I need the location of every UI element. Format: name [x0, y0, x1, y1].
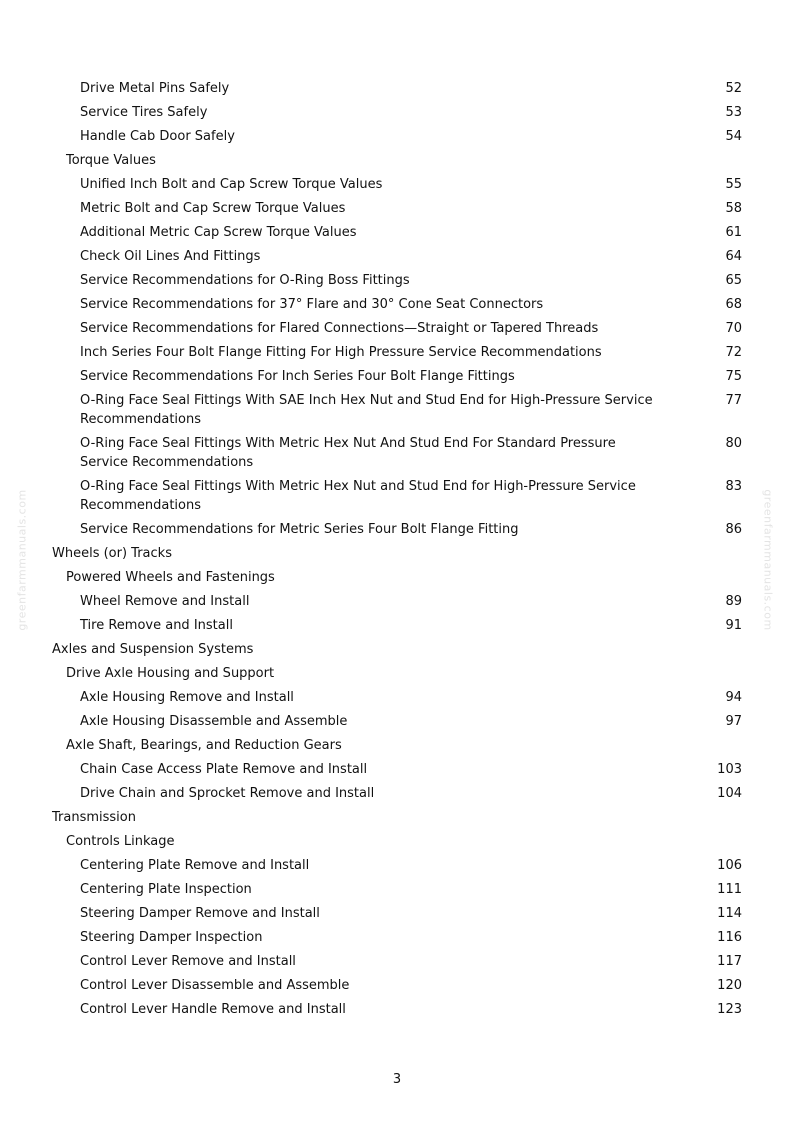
toc-entry[interactable]	[0, 364, 794, 388]
toc-entry-page: 86	[725, 521, 742, 537]
toc-entry[interactable]	[0, 637, 794, 661]
toc-entry[interactable]	[0, 901, 794, 925]
toc-entry-page: 64	[725, 248, 742, 264]
toc-entry[interactable]	[0, 100, 794, 124]
toc-entry-page: 114	[717, 905, 742, 921]
toc-entry-title: Check Oil Lines And Fittings	[80, 248, 261, 264]
toc-entry-page: 116	[717, 929, 742, 945]
toc-entry[interactable]	[0, 973, 794, 997]
toc-entry-title: Control Lever Handle Remove and Install	[80, 1001, 346, 1017]
toc-entry-title: Drive Chain and Sprocket Remove and Install	[80, 785, 375, 801]
watermark-left: greenfarmmanuals.com	[15, 489, 29, 631]
toc-entry[interactable]	[0, 829, 794, 853]
toc-entry-title: Unified Inch Bolt and Cap Screw Torque Values	[80, 176, 383, 192]
toc-entry-title: Service Recommendations for Flared Connections—Straight or Tapered Threads	[80, 320, 599, 336]
toc-entry-title: Centering Plate Inspection	[80, 881, 252, 897]
toc-entry[interactable]	[0, 613, 794, 637]
toc-entry-page: 52	[725, 80, 742, 96]
toc-entry-page: 75	[725, 368, 742, 384]
toc-entry-page: 123	[717, 1001, 742, 1017]
toc-entry[interactable]	[0, 431, 794, 474]
toc-entry[interactable]	[0, 733, 794, 757]
toc-entry-page: 83	[725, 478, 742, 494]
toc-entry[interactable]	[0, 244, 794, 268]
toc-entry[interactable]	[0, 76, 794, 100]
toc-entry-title: Centering Plate Remove and Install	[80, 857, 310, 873]
toc-entry-title: Transmission	[52, 809, 136, 825]
toc-entry-page: 58	[725, 200, 742, 216]
toc-entry[interactable]	[0, 220, 794, 244]
toc-entry-page: 61	[725, 224, 742, 240]
toc-entry[interactable]	[0, 292, 794, 316]
toc-entry-page: 104	[717, 785, 742, 801]
toc-entry[interactable]	[0, 949, 794, 973]
toc-entry[interactable]	[0, 172, 794, 196]
toc-entry-title: Axle Housing Remove and Install	[80, 689, 294, 705]
toc-entry-title: Service Recommendations for 37° Flare and 30° Cone Seat Connectors	[80, 296, 544, 312]
toc-entry-page: 106	[717, 857, 742, 873]
toc-entry-page: 117	[717, 953, 742, 969]
toc-entry[interactable]	[0, 757, 794, 781]
toc-entry-title: Service Recommendations for Metric Series Four Bolt Flange Fitting	[80, 521, 519, 537]
toc-entry-page: 54	[725, 128, 742, 144]
toc-entry-title: Handle Cab Door Safely	[80, 128, 235, 144]
toc-entry[interactable]	[0, 517, 794, 541]
toc-entry-title: Steering Damper Remove and Install	[80, 905, 320, 921]
toc-entry[interactable]	[0, 196, 794, 220]
toc-entry-title: O-Ring Face Seal Fittings With SAE Inch Hex Nut and Stud End for High-Pressure Service Recommendations	[80, 392, 653, 427]
toc-entry-title: Controls Linkage	[66, 833, 175, 849]
toc-entry-page: 53	[725, 104, 742, 120]
toc-entry-title: Additional Metric Cap Screw Torque Values	[80, 224, 357, 240]
toc-entry-page: 103	[717, 761, 742, 777]
toc-entry-page: 80	[725, 435, 742, 451]
toc-entry-title: Metric Bolt and Cap Screw Torque Values	[80, 200, 346, 216]
toc-entry[interactable]	[0, 877, 794, 901]
toc-entry-title: Service Recommendations for O-Ring Boss Fittings	[80, 272, 410, 288]
toc-entry[interactable]	[0, 268, 794, 292]
toc-entry[interactable]	[0, 781, 794, 805]
toc-entry-title: Control Lever Disassemble and Assemble	[80, 977, 350, 993]
toc-entry[interactable]	[0, 388, 794, 431]
toc-entry[interactable]	[0, 148, 794, 172]
toc-entry-title: Axle Housing Disassemble and Assemble	[80, 713, 348, 729]
toc-entry[interactable]	[0, 925, 794, 949]
toc-entry-page: 70	[725, 320, 742, 336]
toc-entry-title: Steering Damper Inspection	[80, 929, 263, 945]
toc-entry-page: 89	[725, 593, 742, 609]
toc-entry-page: 72	[725, 344, 742, 360]
toc-entry-page: 97	[725, 713, 742, 729]
toc-entry-title: Inch Series Four Bolt Flange Fitting For High Pressure Service Recommendations	[80, 344, 602, 360]
toc-entry-title: Drive Axle Housing and Support	[66, 665, 275, 681]
toc-entry-title: Wheel Remove and Install	[80, 593, 250, 609]
watermark-right: greenfarmmanuals.com	[761, 489, 775, 631]
toc-entry[interactable]	[0, 805, 794, 829]
toc-entry[interactable]	[0, 340, 794, 364]
toc-entry-title: Drive Metal Pins Safely	[80, 80, 230, 96]
toc-entry[interactable]	[0, 589, 794, 613]
toc-entry-title: Chain Case Access Plate Remove and Install	[80, 761, 368, 777]
toc-entry[interactable]	[0, 124, 794, 148]
toc-entry[interactable]	[0, 661, 794, 685]
toc-entry[interactable]	[0, 853, 794, 877]
toc-entry-title: Control Lever Remove and Install	[80, 953, 296, 969]
toc-entry[interactable]	[0, 685, 794, 709]
toc-entry-title: Service Recommendations For Inch Series Four Bolt Flange Fittings	[80, 368, 515, 384]
toc-entry-title: Tire Remove and Install	[80, 617, 233, 633]
toc-entry-title: Powered Wheels and Fastenings	[66, 569, 275, 585]
toc-entry-title: Axle Shaft, Bearings, and Reduction Gears	[66, 737, 342, 753]
toc-entry-title: Wheels (or) Tracks	[52, 545, 172, 561]
toc-entry-title: O-Ring Face Seal Fittings With Metric Hex Nut And Stud End For Standard Pressure Service Recommendations	[80, 435, 616, 470]
toc-entry-page: 65	[725, 272, 742, 288]
toc-entry[interactable]	[0, 565, 794, 589]
toc-entry-title: Torque Values	[66, 152, 156, 168]
page-number: 3	[392, 1072, 402, 1087]
toc-entry[interactable]	[0, 474, 794, 517]
toc-entry-page: 68	[725, 296, 742, 312]
toc-entry[interactable]	[0, 541, 794, 565]
toc-entry[interactable]	[0, 316, 794, 340]
toc-entry[interactable]	[0, 997, 794, 1021]
toc-entry-page: 111	[717, 881, 742, 897]
toc-entry-page: 120	[717, 977, 742, 993]
table-of-contents	[0, 76, 794, 1021]
toc-entry-page: 55	[725, 176, 742, 192]
toc-entry-page: 94	[725, 689, 742, 705]
toc-entry-page: 77	[725, 392, 742, 408]
toc-entry-title: O-Ring Face Seal Fittings With Metric Hex Nut and Stud End for High-Pressure Service Recommendations	[80, 478, 636, 513]
toc-entry[interactable]	[0, 709, 794, 733]
toc-entry-title: Axles and Suspension Systems	[52, 641, 254, 657]
toc-entry-title: Service Tires Safely	[80, 104, 208, 120]
toc-entry-page: 91	[725, 617, 742, 633]
